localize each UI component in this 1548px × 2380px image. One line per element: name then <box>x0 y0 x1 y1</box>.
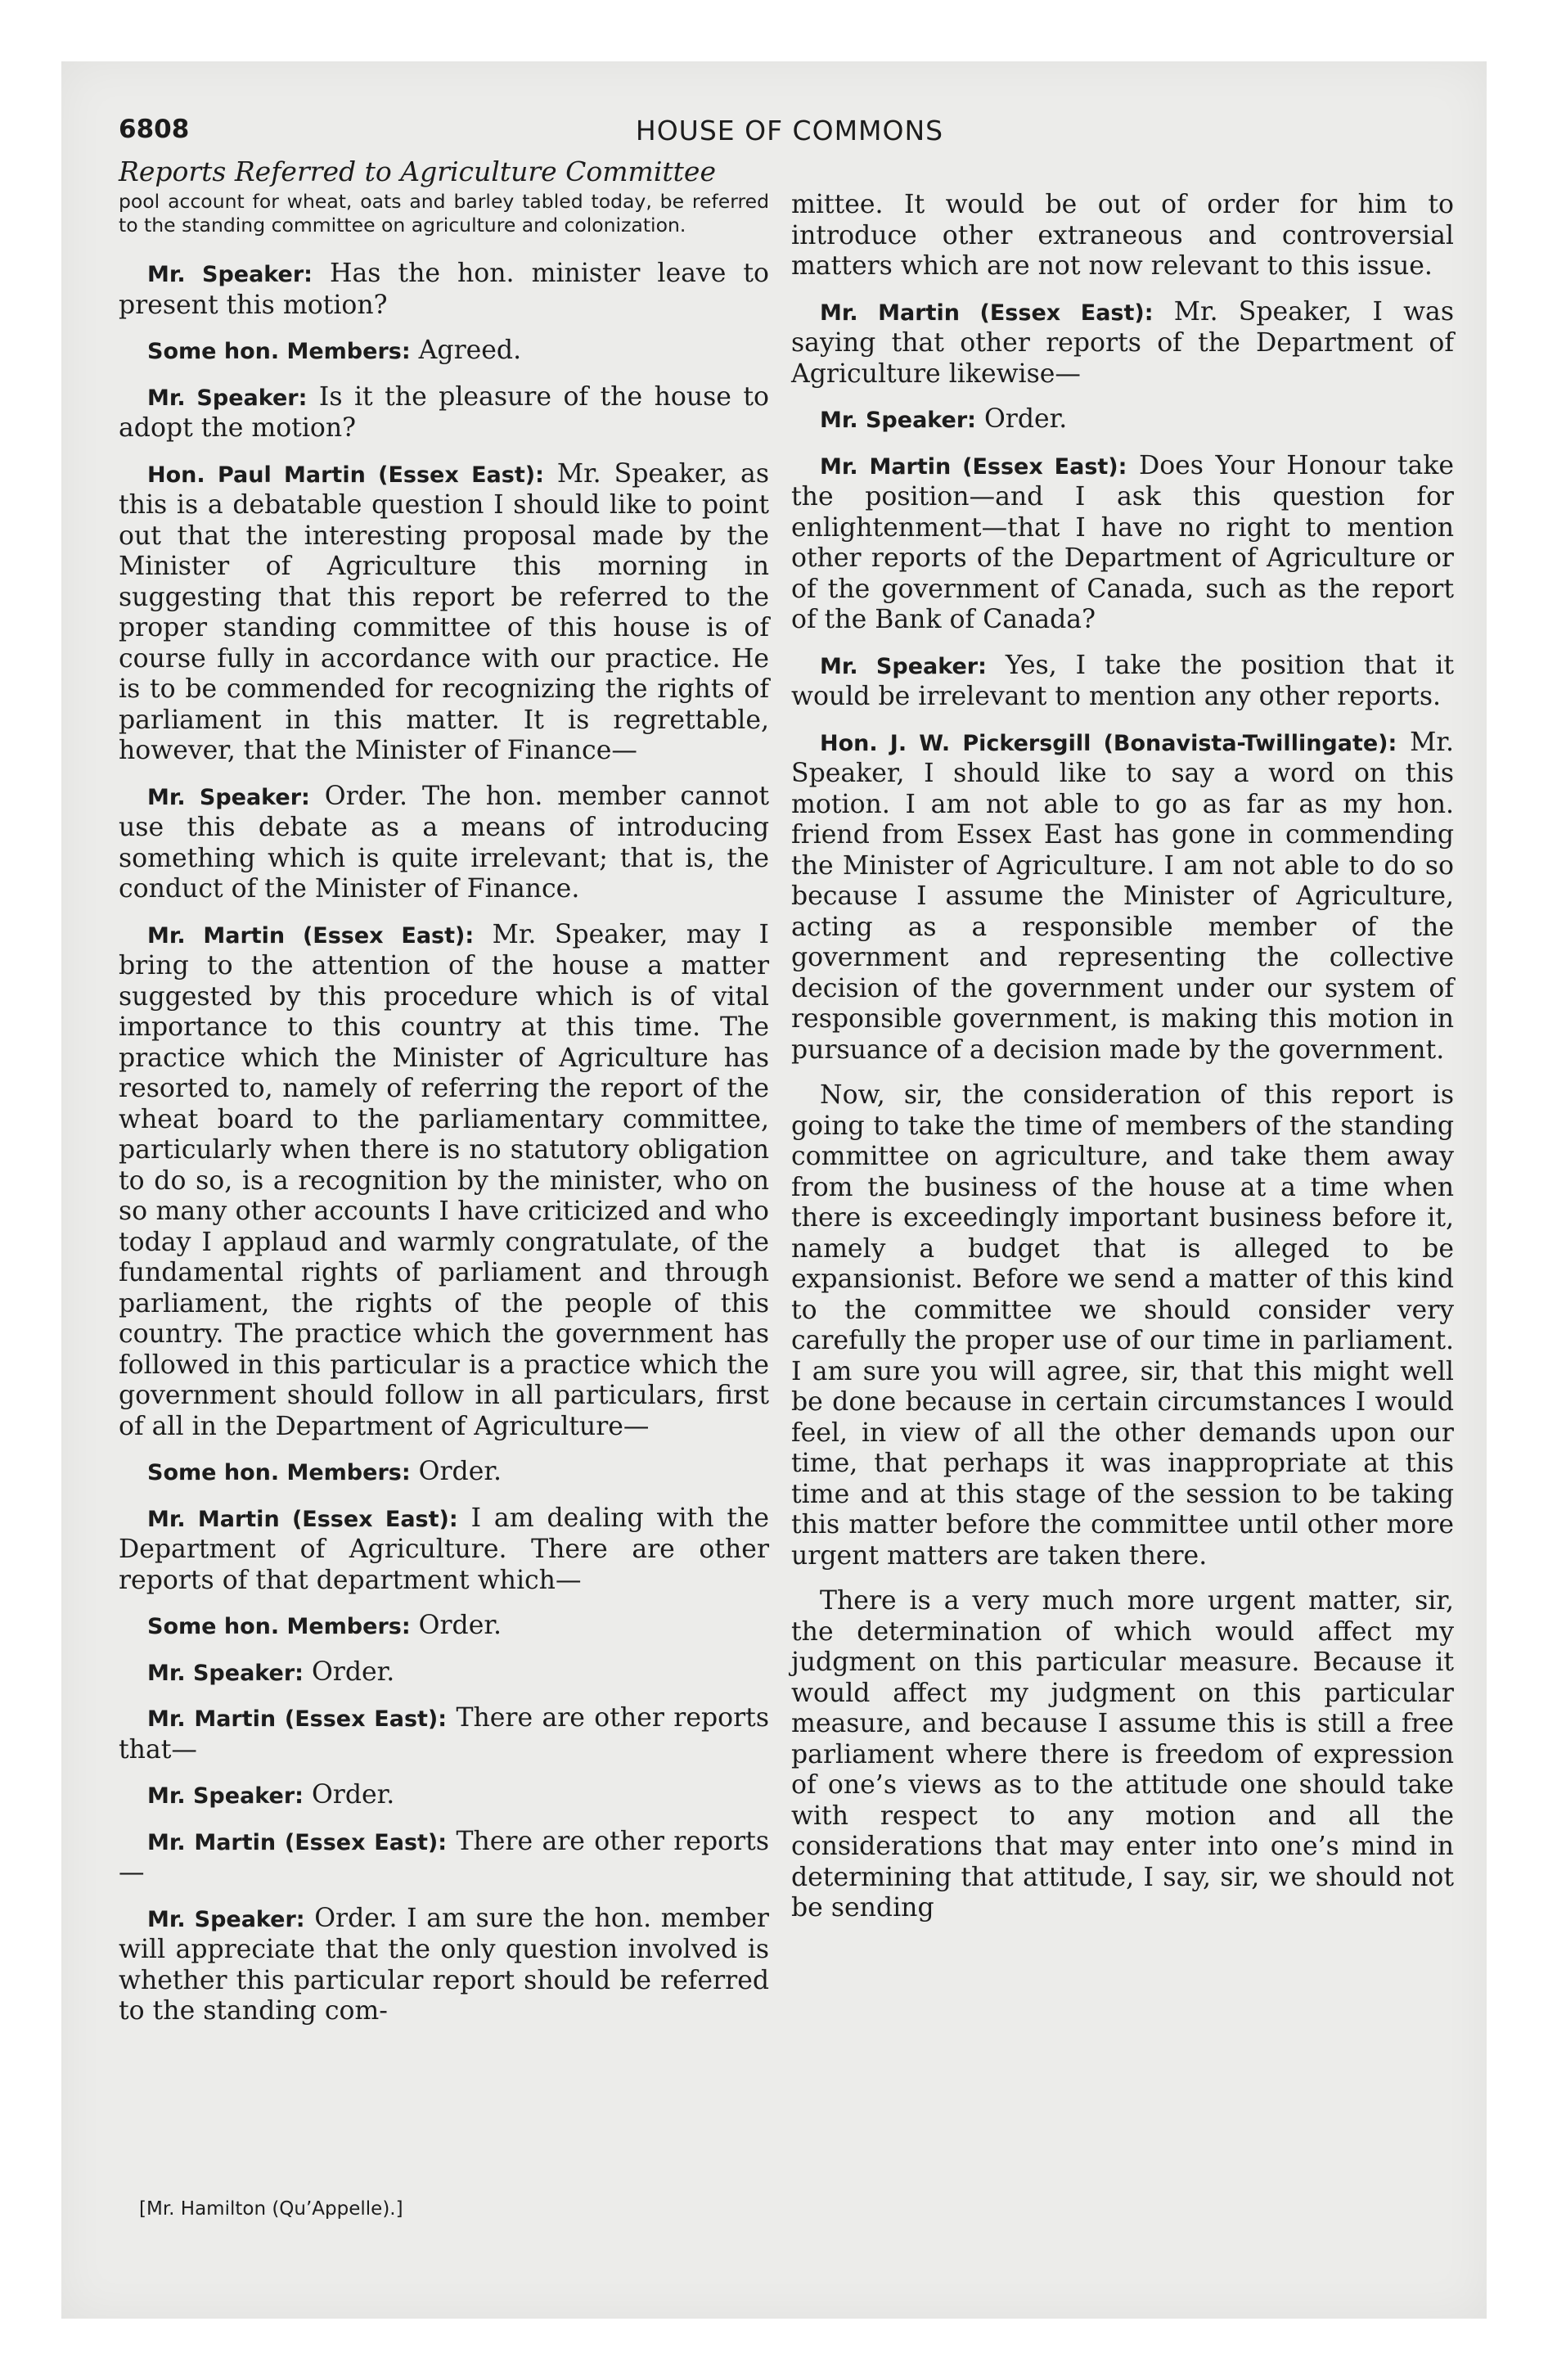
paragraph-text: Mr. Speaker, may I bring to the attention of the house a matter suggested by this procedure which is of vital importance to this country at this time. The practice which the Minister of Agriculture has resorted to, namely of referring the report of the wheat board to the parliamentary committee, particularly when there is no statutory obligation to do so, is a recognition by the minister, who on so many other accounts I have criticized and who today I applaud and warmly congratulate, of the fundamental rights of parliament and through parliament, the rights of the people of this country. The practice which the government has followed in this particular is a practice which the government should follow in all particulars, first of all in the Department of Agriculture— <box>119 919 770 1441</box>
paragraph-text: Mr. Speaker, as this is a debatable question I should like to point out that the interesting proposal made by the Minister of Agriculture this morning in suggesting that this report be referred to the proper standing committee of this house is of course fully in accordance with our practice. He is to be commended for recognizing the rights of parliament in this matter. It is regrettable, however, that the Minister of Finance— <box>119 458 770 765</box>
paragraph-text: Order. I am sure the hon. member will appreciate that the only question involved is whether this particular report should be referred to the standing com- <box>119 1903 769 2026</box>
paragraph <box>791 190 1454 282</box>
paragraph <box>791 651 1454 713</box>
paragraph <box>119 920 769 1443</box>
running-title: HOUSE OF COMMONS <box>635 115 944 146</box>
speaker-name: Mr. Speaker: <box>820 408 976 433</box>
speaker-name: Hon. Paul Martin (Essex East): <box>147 462 544 488</box>
paragraph <box>119 1904 769 2027</box>
paragraph <box>119 336 769 367</box>
speaker-name: Some hon. Members: <box>147 1460 411 1485</box>
speaker-name: Mr. Speaker: <box>147 1906 305 1932</box>
paragraph <box>791 728 1454 1066</box>
paragraph-text: Mr. Speaker, I was saying that other reports of the Department of Agriculture likewise— <box>791 296 1454 389</box>
paragraph-text: pool account for wheat, oats and barley tabled today, be referred to the standing committee on agriculture and colonization. <box>119 190 769 237</box>
page-footer: [Mr. Hamilton (Qu’Appelle).] <box>139 2198 403 2220</box>
paragraph <box>791 1080 1454 1571</box>
paragraph-text: Does Your Honour take the position—and I ask this question for enlightenment—that I have no right to mention other reports of the Department of Agriculture or of the government of Canada, such as the report of the Bank of Canada? <box>791 450 1454 634</box>
speaker-name: Mr. Martin (Essex East): <box>820 453 1127 480</box>
speaker-name: Mr. Speaker: <box>147 1660 304 1686</box>
paragraph <box>791 451 1454 636</box>
paragraph <box>119 190 769 237</box>
paragraph <box>119 1780 769 1812</box>
paragraph <box>119 259 769 321</box>
right-column <box>791 190 1454 1939</box>
paragraph <box>119 382 769 444</box>
paragraph-text: Order. <box>311 1780 395 1810</box>
paragraph-text: There are other reports that— <box>119 1703 769 1765</box>
speaker-name: Mr. Speaker: <box>147 385 308 411</box>
speaker-name: Mr. Martin (Essex East): <box>820 300 1154 326</box>
speaker-name: Mr. Martin (Essex East): <box>147 922 475 949</box>
paragraph <box>119 1703 769 1765</box>
section-title: Reports Referred to Agriculture Committee <box>119 156 716 187</box>
paragraph <box>119 1657 769 1689</box>
paragraph <box>791 1586 1454 1924</box>
paragraph <box>119 782 769 905</box>
speaker-name: Mr. Martin (Essex East): <box>147 1506 458 1532</box>
paragraph-text: Now, sir, the consideration of this report is going to take the time of members of the standing committee on agriculture, and take them away from the business of the house at a time when there is exceedingly important business before it, namely a budget that is alleged to be expansionist. Before we send a matter of this kind to the committee we should consider very carefully the proper use of our time in parliament. I am sure you will agree, sir, that this might well be done because in certain circumstances I would feel, in view of all the other demands upon our time, that perhaps it was inappropriate at this time and at this stage of the session to be taking this matter before the committee until other more urgent matters are taken there. <box>791 1080 1454 1571</box>
paragraph-text: I am dealing with the Department of Agriculture. There are other reports of that department which— <box>119 1503 770 1595</box>
left-column <box>119 190 769 2042</box>
paragraph <box>119 1503 769 1597</box>
paragraph-text: Mr. Speaker, I should like to say a word on this motion. I am not able to go as far as my hon. friend from Essex East has gone in commending the Minister of Agriculture. I am not able to do so because I assume the Minister of Agriculture, acting as a responsible member of the government and representing the collective decision of the government under our system of responsible government, is making this motion in pursuance of a decision made by the government. <box>791 727 1455 1065</box>
paragraph <box>791 404 1454 436</box>
paragraph <box>791 297 1454 390</box>
speaker-name: Some hon. Members: <box>147 339 411 364</box>
speaker-name: Hon. J. W. Pickersgill (Bonavista-Twillingate): <box>820 730 1397 756</box>
paragraph-text: Yes, I take the position that it would be irrelevant to mention any other reports. <box>791 650 1455 711</box>
speaker-name: Mr. Speaker: <box>147 262 313 287</box>
paragraph-text: Is it the pleasure of the house to adopt the motion? <box>119 381 770 443</box>
speaker-name: Mr. Speaker: <box>147 784 310 810</box>
paragraph-text: Order. <box>983 404 1068 434</box>
page-number: 6808 <box>119 115 190 144</box>
speaker-name: Mr. Speaker: <box>820 653 987 679</box>
speaker-name: Some hon. Members: <box>147 1614 411 1639</box>
paragraph-text: There is a very much more urgent matter, sir, the determination of which would affect my judgment on this particular measure. Because it would affect my judgment on this particular measure, and because I assume this is still a free parliament where there is freedom of expression of one’s views as to the attitude one should take with respect to any motion and all the considerations that may enter into one’s mind in determining that attitude, I say, sir, we should not be sending <box>791 1586 1454 1922</box>
paragraph-text: Order. The hon. member cannot use this debate as a means of introducing something which is quite irrelevant; that is, the conduct of the Minister of Finance. <box>119 781 769 904</box>
paragraph-text: There are other reports— <box>119 1826 769 1887</box>
speaker-name: Mr. Martin (Essex East): <box>147 1706 448 1732</box>
paragraph-text: Order. <box>418 1457 502 1486</box>
paragraph <box>119 1457 769 1489</box>
speaker-name: Mr. Martin (Essex East): <box>147 1829 448 1855</box>
speaker-name: Mr. Speaker: <box>147 1783 304 1809</box>
paragraph-text: Order. <box>311 1657 395 1687</box>
paragraph <box>119 1827 769 1889</box>
paragraph <box>119 459 769 767</box>
paragraph-text: mittee. It would be out of order for him to introduce other extraneous and controversial matters which are not now relevant to this issue. <box>791 190 1454 281</box>
paragraph-text: Has the hon. minister leave to present this motion? <box>119 259 770 320</box>
page-header <box>119 115 1460 157</box>
paragraph <box>119 1611 769 1643</box>
paragraph-text: Agreed. <box>418 336 522 365</box>
paragraph-text: Order. <box>418 1611 502 1640</box>
